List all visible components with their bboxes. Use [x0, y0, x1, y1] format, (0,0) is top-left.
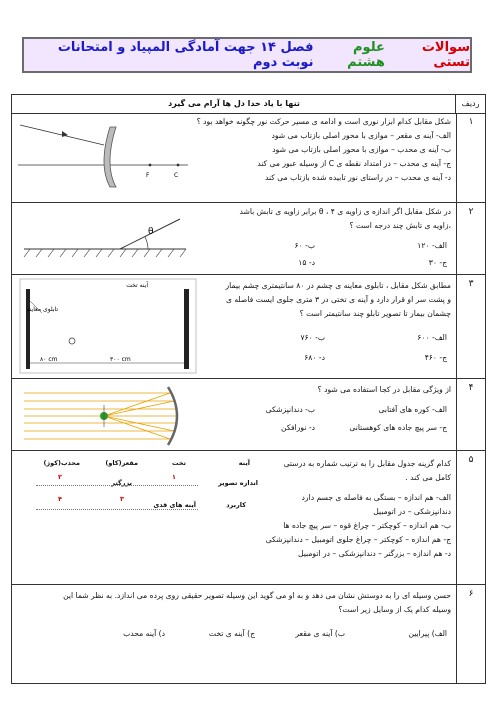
- option-a-line2: دندانپزشکی – در اتومبیل: [373, 507, 451, 516]
- option-a: الف- ۱۲۰: [417, 241, 447, 250]
- option-a: الف- آینه ی مقعر – موازی با محور اصلی بازتاب می شود: [271, 131, 451, 140]
- mirror-table: [28, 457, 258, 513]
- question-stem-2: ،زاویه ی تابش چند درجه است ؟: [349, 221, 451, 230]
- row2-concave: ۳: [120, 495, 124, 503]
- title-part1: سوالات تستی: [421, 40, 470, 70]
- question-row-4: [12, 379, 485, 451]
- col-mirror: آینه: [238, 459, 250, 467]
- eye-chart-board: [26, 289, 30, 369]
- question-stem-1: حسن وسیله ای را به دوستش نشان می دهد و به او می گوید این وسیله تصویر حقیقی روی پرده می اندازد. به نظر شما این: [63, 591, 451, 600]
- option-b: ب- دندانپزشکی: [265, 405, 315, 414]
- row2-flat: آینه های قدی: [153, 501, 196, 509]
- title-part3: فصل ۱۴ جهت آمادگی المپیاد و امتحانات نوبت دوم: [57, 40, 314, 70]
- option-d: د- ۶۸۰: [304, 353, 325, 362]
- row1-label: اندازه تصویر: [218, 479, 258, 487]
- option-c: ج- ۴۶۰: [424, 353, 447, 362]
- question-text: [21, 589, 451, 617]
- label-C: C: [174, 172, 179, 179]
- row1-concave: بزرگتر: [111, 479, 132, 487]
- question-stem-2: و پشت سر او قرار دارد و آینه ی تختی در ۳ متری جلوی ایست فاصله ی: [225, 295, 451, 304]
- angle-figure: [20, 209, 190, 265]
- option-b: ب- ۷۶۰: [300, 333, 325, 342]
- option-b: ب) آینه ی مقعر: [295, 629, 345, 638]
- question-text: [181, 279, 451, 321]
- theta-label: θ: [148, 227, 154, 237]
- parabolic-mirror-figure: [20, 385, 190, 447]
- question-number: ۵: [456, 451, 485, 584]
- option-c: ج- هم اندازه – کوچکتر – چراغ جلوی اتومبیل – دندانپزشکی: [265, 535, 451, 544]
- convex-mirror-figure: [18, 121, 188, 191]
- distance-label-2: ۳۰۰ cm: [110, 356, 131, 363]
- question-stem-2: وسیله کدام یک از وسایل زیر است؟: [338, 605, 451, 614]
- option-c: ج) آینه ی تخت: [208, 629, 255, 638]
- page-title: [22, 37, 472, 73]
- hatching: [24, 249, 186, 257]
- option-c: ج- آینه ی محدب – در امتداد نقطه ی C از وسیله عبور می کند: [257, 159, 451, 168]
- question-number: ۴: [456, 379, 485, 450]
- question-stem-1: کدام گزینه جدول مقابل را به ترتیب شماره به درستی: [283, 459, 451, 468]
- flat-mirror: [184, 289, 189, 369]
- option-b: ب- هم اندازه – کوچکتر – چراغ قوه – سر پیچ جاده ها: [283, 521, 451, 530]
- col-number-header: ردیف: [455, 95, 485, 113]
- option-c: ج- ۳۰: [428, 258, 447, 267]
- question-row-3: [12, 275, 485, 379]
- option-a-line1: الف- هم اندازه – بستگی به فاصله ی جسم دارد: [301, 493, 451, 502]
- row2-convex: ۴: [58, 495, 62, 503]
- option-a: الف- کوره های آفتابی: [378, 405, 447, 414]
- option-b: ب- ۶۰: [294, 241, 315, 250]
- title-part2: علوم هشتم: [347, 40, 385, 70]
- label-F: F: [146, 172, 150, 179]
- table-header: [12, 95, 485, 114]
- option-a: الف- ۶۰۰: [417, 333, 447, 342]
- option-c: ج- سر پیچ جاده های کوهستانی: [349, 423, 447, 432]
- option-a: الف) پیرایین: [408, 629, 447, 638]
- col-flat: تخت: [171, 459, 186, 467]
- row1-flat: ۱: [172, 473, 176, 481]
- angle-arc: [145, 237, 148, 249]
- question-text: [181, 383, 451, 397]
- col-convex: محدب(کوژ): [43, 459, 80, 467]
- board-label: تابلوی معاینه: [26, 306, 58, 313]
- option-d: د- هم اندازه – بزرگتر – دندانپزشکی – در اتومبیل: [298, 549, 451, 558]
- question-row-6: [12, 585, 485, 683]
- distance-label-1: ۸۰ cm: [40, 356, 58, 363]
- question-stem-1: مطابق شکل مقابل ، تابلوی معاینه ی چشم در ۸۰ سانتیمتری چشم بیمار: [225, 281, 451, 290]
- question-table: [11, 94, 486, 684]
- question-number: ۶: [456, 585, 485, 683]
- point-F: [149, 164, 152, 167]
- question-text: [181, 205, 451, 233]
- question-stem-2: کامل می کند .: [405, 473, 451, 482]
- motto: تنها با یاد خدا دل ها آرام می گیرد: [168, 99, 300, 108]
- question-number: ۱: [456, 113, 485, 202]
- question-stem-1: در شکل مقابل اگر اندازه ی زاویه ی θ ، ۴ برابر زاویه ی تابش باشد: [239, 207, 451, 216]
- row1-convex: ۲: [58, 473, 62, 481]
- question-row-5: [12, 451, 485, 585]
- point-C: [177, 164, 180, 167]
- mirror-label: آینه تخت: [126, 282, 148, 289]
- option-d: د- ۱۵: [298, 258, 315, 267]
- option-b: ب- آینه ی محدب – موازی با محور اصلی بازتاب می شود: [272, 145, 451, 154]
- question-row-2: [12, 203, 485, 275]
- option-d: د- آینه ی محدب – در راستای نور تابیده شده بازتاب می کند: [264, 173, 451, 182]
- question-stem: از ویژگی مقابل در کجا استفاده می شود ؟: [317, 385, 451, 394]
- question-stem-3: چشمان بیمار تا تصویر تابلو چند سانتیمتر است ؟: [299, 309, 451, 318]
- option-d: د- نورافکن: [281, 423, 315, 432]
- row2-label: کاربرد: [226, 501, 246, 509]
- mirror-shape: [104, 127, 116, 187]
- question-number: ۲: [456, 203, 485, 274]
- question-number: ۳: [456, 275, 485, 378]
- question-row-1: [12, 113, 485, 203]
- option-d: د) آینه محدب: [123, 629, 165, 638]
- question-text: [231, 457, 451, 485]
- eye-test-figure: [18, 277, 198, 375]
- question-stem: شکل مقابل کدام ابزار نوری است و ادامه ی مسیر حرکت نور چگونه خواهد بود ؟: [196, 117, 451, 126]
- col-concave: مقعر(کاو): [105, 459, 138, 467]
